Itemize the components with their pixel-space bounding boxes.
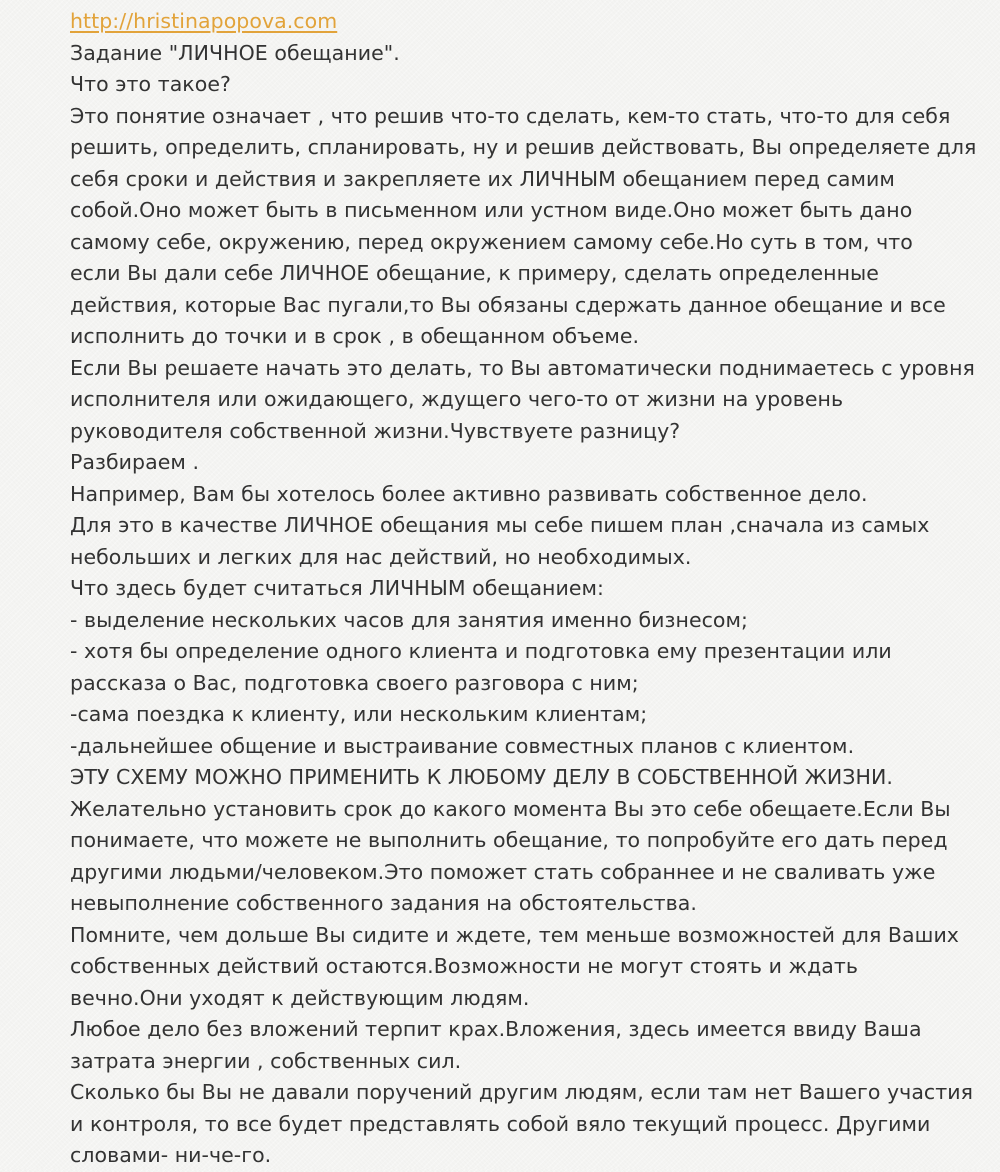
note-line: собственных действий остаются.Возможности не могут стоять и ждать (70, 954, 859, 978)
note-line: если Вы дали себе ЛИЧНОЕ обещание, к примеру, сделать определенные (70, 261, 879, 285)
note-heading-caps: ЭТУ СХЕМУ МОЖНО ПРИМЕНИТЬ К ЛЮБОМУ ДЕЛУ В СОБСТВЕННОЙ ЖИЗНИ. (70, 765, 893, 789)
note-line: понимаете, что можете не выполнить обещание, то попробуйте его дать перед (70, 828, 948, 852)
note-line: вечно.Они уходят к действующим людям. (70, 985, 530, 1010)
note-line: Это понятие означает , что решив что-то сделать, кем-то стать, что-то для себя (70, 103, 951, 128)
note-line: Что здесь будет считаться ЛИЧНЫМ обещанием: (70, 576, 605, 600)
note-line-link (70, 6, 990, 38)
note-line: Для это в качестве ЛИЧНОЕ обещания мы себе пишем план ,сначала из самых (70, 513, 930, 537)
list-item: -сама поездка к клиенту, или нескольким клиентам; (70, 702, 648, 726)
note-line: Сколько бы Вы не давали поручений другим людям, если там нет Вашего участия (70, 1080, 973, 1104)
note-line: рассказа о Вас, подготовка своего разговора с ним; (70, 670, 639, 695)
list-item: - выделение нескольких часов для занятия именно бизнесом; (70, 607, 748, 632)
note-title: Задание "ЛИЧНОЕ обещание". (70, 40, 400, 65)
note-line: себя сроки и действия и закрепляете их ЛИЧНЫМ обещанием перед самим (70, 166, 895, 191)
note-body (70, 6, 990, 1172)
website-link[interactable]: http://hristinapopova.com (70, 9, 338, 33)
note-line: действия, которые Вас пугали,то Вы обязаны сдержать данное обещание и все (70, 292, 946, 317)
note-line: Желательно установить срок до какого момента Вы это себе обещаете.Если Вы (70, 796, 951, 821)
note-line: затрата энергии , собственных сил. (70, 1048, 462, 1073)
note-line: словами- ни-че-го. (70, 1143, 272, 1167)
note-line: Помните, чем дольше Вы сидите и ждете, тем меньше возможностей для Ваших (70, 922, 959, 947)
note-line: решить, определить, спланировать, ну и решив действовать, Вы определяете для (70, 135, 977, 159)
note-line: невыполнение собственного задания на обстоятельства. (70, 891, 697, 915)
note-line: небольших и легких для нас действий, но необходимых. (70, 544, 692, 569)
note-line: Любое дело без вложений терпит крах.Вложения, здесь имеется ввиду Ваша (70, 1017, 922, 1041)
note-line: другими людьми/человеком.Это поможет стать собраннее и не сваливать уже (70, 859, 936, 884)
note-line: Разбираем . (70, 450, 200, 474)
list-item: -дальнейшее общение и выстраивание совместных планов с клиентом. (70, 733, 855, 758)
note-line: исполнить до точки и в срок , в обещанном объеме. (70, 324, 640, 348)
note-line: Если Вы решаете начать это делать, то Вы автоматически поднимаетесь с уровня (70, 355, 975, 380)
note-line: Например, Вам бы хотелось более активно развивать собственное дело. (70, 481, 868, 506)
note-line: руководителя собственной жизни.Чувствуете разницу? (70, 418, 681, 443)
note-line: и контроля, то все будет представлять собой вяло текущий процесс. Другими (70, 1111, 931, 1136)
note-line: собой.Оно может быть в письменном или устном виде.Оно может быть дано (70, 198, 913, 222)
note-line: исполнителя или ожидающего, ждущего чего-то от жизни на уровень (70, 387, 844, 411)
list-item: - хотя бы определение одного клиента и подготовка ему презентации или (70, 639, 892, 663)
note-line: Что это такое? (70, 72, 231, 96)
note-line: самому себе, окружению, перед окружением самому себе.Но суть в том, что (70, 229, 913, 254)
